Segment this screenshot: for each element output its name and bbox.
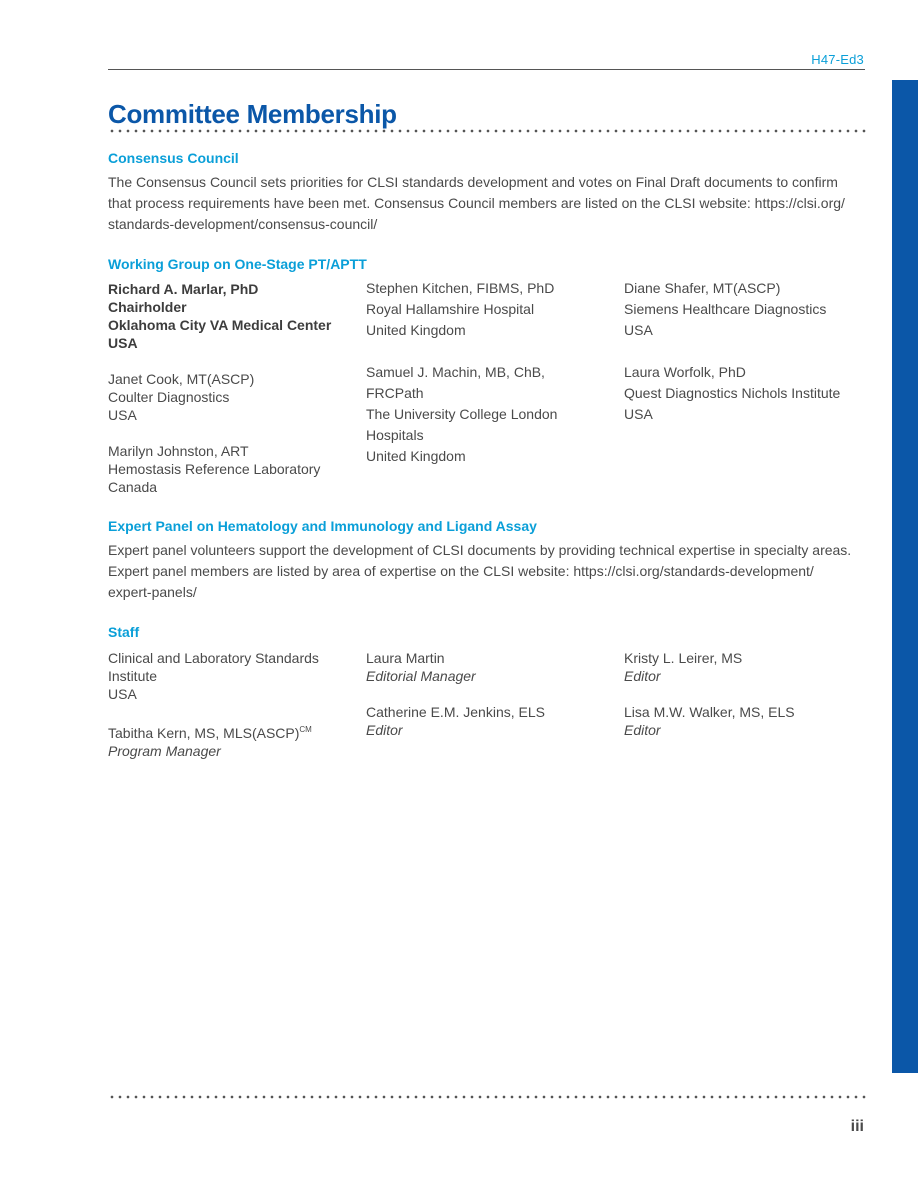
member-organization: Coulter Diagnostics xyxy=(108,389,230,405)
member-name: Marilyn Johnston, ART xyxy=(108,443,249,459)
staff-member-title: Editor xyxy=(366,722,403,738)
consensus-council-line: The Consensus Council sets priorities for CLSI standards development and votes on Final Draft documents to confirm xyxy=(108,174,838,190)
member-entry xyxy=(366,362,557,467)
member-entry xyxy=(108,370,254,424)
chair-role: Chairholder xyxy=(108,299,187,315)
consensus-council-line: standards-development/consensus-council/ xyxy=(108,216,378,232)
staff-member-title: Editor xyxy=(624,722,661,738)
member-organization: Siemens Healthcare Diagnostics xyxy=(624,301,827,317)
side-tab-bar xyxy=(892,80,918,1073)
document-code: H47-Ed3 xyxy=(811,52,864,67)
chair-organization: Oklahoma City VA Medical Center xyxy=(108,317,332,333)
member-organization: The University College London xyxy=(366,406,558,422)
staff-member-name: Laura Martin xyxy=(366,650,445,666)
member-country: USA xyxy=(624,406,653,422)
working-group-heading: Working Group on One-Stage PT/APTT xyxy=(108,256,367,272)
member-organization: Hemostasis Reference Laboratory xyxy=(108,461,321,477)
staff-member-title: Editor xyxy=(624,668,661,684)
staff-member-name xyxy=(108,721,312,742)
member-entry xyxy=(624,278,826,341)
member-country: USA xyxy=(108,407,137,423)
expert-panel-text xyxy=(108,540,858,603)
staff-org-line: Institute xyxy=(108,668,158,684)
staff-member-name: Catherine E.M. Jenkins, ELS xyxy=(366,704,545,720)
staff-organization xyxy=(108,649,319,703)
staff-member-name: Kristy L. Leirer, MS xyxy=(624,650,743,666)
footer-dotted-divider xyxy=(108,1095,868,1099)
staff-org-line: Clinical and Laboratory Standards xyxy=(108,650,319,666)
staff-member xyxy=(624,703,795,739)
member-name: Diane Shafer, MT(ASCP) xyxy=(624,280,781,296)
staff-member-title: Editorial Manager xyxy=(366,668,476,684)
expert-panel-heading: Expert Panel on Hematology and Immunology and Ligand Assay xyxy=(108,518,537,534)
page-number: iii xyxy=(850,1118,864,1135)
chair-name: Richard A. Marlar, PhD xyxy=(108,281,259,297)
member-organization: Hospitals xyxy=(366,427,424,443)
expert-panel-line: Expert panel volunteers support the development of CLSI documents by providing technical expertise in specialty areas. xyxy=(108,542,852,558)
staff-org-line: USA xyxy=(108,686,137,702)
title-dotted-divider xyxy=(108,129,868,133)
header-rule xyxy=(108,69,865,70)
member-entry xyxy=(366,278,554,341)
staff-member xyxy=(624,649,742,685)
member-name: Samuel J. Machin, MB, ChB, xyxy=(366,364,545,380)
chair-country: USA xyxy=(108,335,138,351)
credential-superscript: CM xyxy=(299,725,312,734)
consensus-council-line: that process requirements have been met. Consensus Council members are listed on the CLSI website: https://clsi.org/ xyxy=(108,195,845,211)
staff-member xyxy=(108,721,312,760)
member-name: Janet Cook, MT(ASCP) xyxy=(108,371,255,387)
staff-member-title: Program Manager xyxy=(108,743,221,759)
staff-member-name-text: Tabitha Kern, MS, MLS(ASCP) xyxy=(108,725,300,741)
expert-panel-line: Expert panel members are listed by area of expertise on the CLSI website: https://clsi.org/standards-development/ xyxy=(108,563,814,579)
expert-panel-line: expert-panels/ xyxy=(108,584,197,600)
member-organization: Royal Hallamshire Hospital xyxy=(366,301,535,317)
staff-member-name: Lisa M.W. Walker, MS, ELS xyxy=(624,704,795,720)
member-country: USA xyxy=(624,322,653,338)
member-name: Stephen Kitchen, FIBMS, PhD xyxy=(366,280,555,296)
chair-entry xyxy=(108,280,331,352)
page-title: Committee Membership xyxy=(108,99,397,129)
member-entry xyxy=(624,362,840,425)
member-credential: FRCPath xyxy=(366,385,424,401)
member-country: United Kingdom xyxy=(366,322,466,338)
member-country: Canada xyxy=(108,479,158,495)
staff-member xyxy=(366,703,545,739)
consensus-council-heading: Consensus Council xyxy=(108,150,239,166)
member-organization: Quest Diagnostics Nichols Institute xyxy=(624,385,841,401)
member-name: Laura Worfolk, PhD xyxy=(624,364,746,380)
consensus-council-text xyxy=(108,172,858,235)
member-country: United Kingdom xyxy=(366,448,466,464)
staff-member xyxy=(366,649,476,685)
staff-heading: Staff xyxy=(108,624,140,640)
member-entry xyxy=(108,442,320,496)
